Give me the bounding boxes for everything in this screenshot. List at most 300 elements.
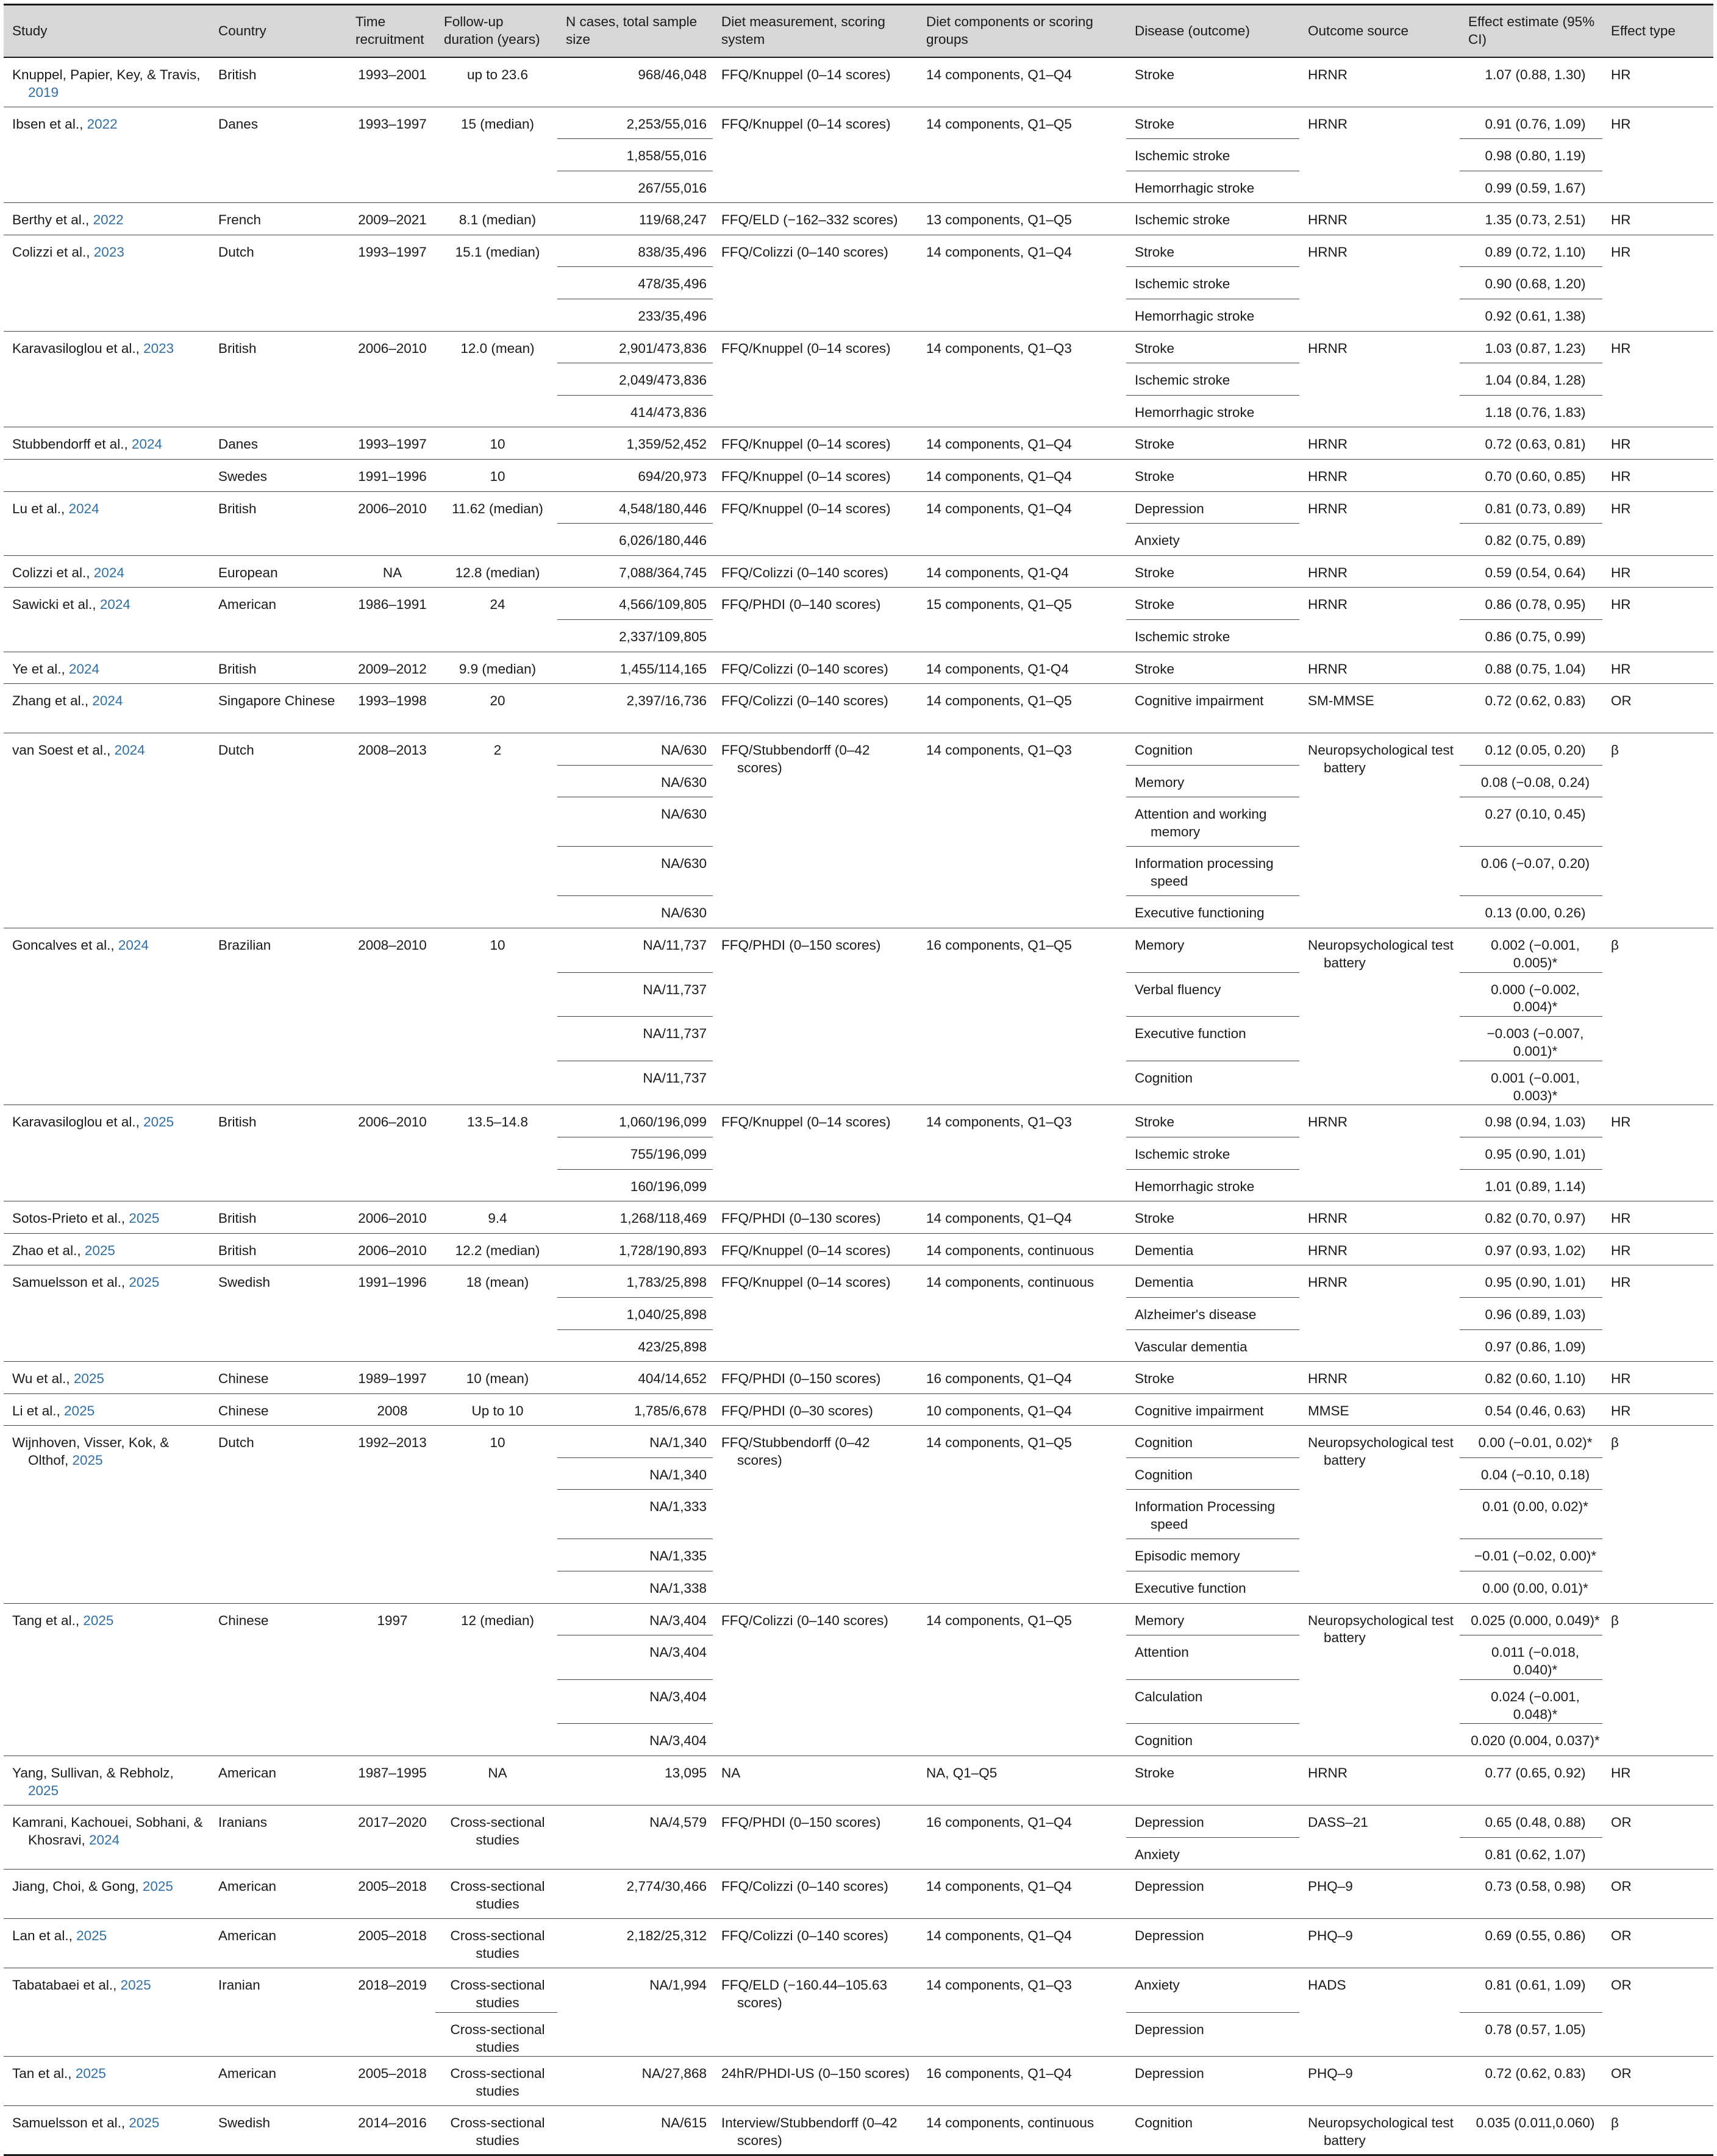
disease-cell <box>1126 1426 1299 1458</box>
effect-estimate-text: 0.98 (0.80, 1.19) <box>1485 148 1586 164</box>
n-cases-cell <box>557 1806 713 1870</box>
study-group <box>4 1201 1713 1234</box>
study-group <box>4 2106 1713 2155</box>
study-cell <box>4 1362 210 1394</box>
diet-measurement-cell <box>713 331 918 427</box>
citation-link[interactable]: 2025 <box>129 1275 160 1290</box>
effect-estimate-text: 0.04 (−0.10, 0.18) <box>1480 1467 1590 1482</box>
time-recruitment-text: 2017–2020 <box>358 1815 427 1830</box>
diet-components-text: 15 components, Q1–Q5 <box>926 597 1072 613</box>
time-recruitment-text: 2009–2021 <box>358 212 427 228</box>
time-recruitment-cell <box>347 684 435 733</box>
citation-link[interactable]: 2024 <box>68 500 99 516</box>
disease-cell <box>1126 1724 1299 1756</box>
study-authors: Zhao et al., <box>12 1242 85 1258</box>
effect-estimate-text: 0.78 (0.57, 1.05) <box>1485 2021 1586 2037</box>
diet-components-text: 14 components, Q1–Q4 <box>926 1879 1072 1895</box>
country-text: Singapore Chinese <box>218 693 335 709</box>
n-cases-text: 160/196,099 <box>630 1178 707 1194</box>
effect-estimate-cell <box>1460 524 1602 556</box>
citation-link[interactable]: 2025 <box>143 1114 174 1130</box>
diet-components-cell <box>918 203 1126 235</box>
time-recruitment-text: 2014–2016 <box>358 2115 427 2131</box>
diet-measurement-text: FFQ/Colizzi (0–140 scores) <box>721 564 888 580</box>
effect-estimate-text: 1.35 (0.73, 2.51) <box>1485 212 1586 228</box>
time-recruitment-cell <box>347 1870 435 1919</box>
citation-link[interactable]: 2024 <box>131 436 163 452</box>
time-recruitment-text: 2009–2012 <box>358 661 427 677</box>
citation-link[interactable]: 2025 <box>73 1371 104 1387</box>
disease-cell <box>1126 1329 1299 1362</box>
follow-up-cell <box>435 588 557 652</box>
disease-cell <box>1126 1137 1299 1169</box>
country-text: British <box>218 500 257 516</box>
effect-estimate-cell <box>1460 733 1602 766</box>
country-text: European <box>218 564 278 580</box>
outcome-source-text: SM-MMSE <box>1308 693 1374 709</box>
n-cases-text: NA/1,335 <box>649 1548 707 1564</box>
country-cell <box>210 1362 347 1394</box>
diet-measurement-cell <box>713 684 918 733</box>
citation-link[interactable]: 2024 <box>118 937 149 953</box>
outcome-source-cell <box>1299 1806 1460 1870</box>
study-cell <box>4 203 210 235</box>
diet-components-cell <box>918 1603 1126 1756</box>
disease-cell <box>1126 1968 1299 2013</box>
effect-estimate-text: 0.00 (−0.01, 0.02)* <box>1478 1435 1593 1451</box>
disease-text: Ischemic stroke <box>1135 276 1230 292</box>
disease-cell <box>1126 2012 1299 2057</box>
country-text: Swedes <box>218 469 268 485</box>
effect-estimate-cell <box>1460 107 1602 139</box>
table-row <box>4 1756 1713 1806</box>
time-recruitment-text: 1992–2013 <box>358 1435 427 1451</box>
diet-components-text: 14 components, Q1–Q4 <box>926 500 1072 516</box>
n-cases-cell <box>557 1571 713 1604</box>
effect-estimate-text: 0.88 (0.75, 1.04) <box>1485 661 1586 677</box>
effect-estimate-text: 0.72 (0.62, 0.83) <box>1485 2066 1586 2082</box>
study-authors: Wijnhoven, Visser, Kok, & Olthof, <box>12 1435 170 1468</box>
n-cases-cell <box>557 1756 713 1806</box>
country-cell <box>210 2057 347 2106</box>
country-cell <box>210 1870 347 1919</box>
effect-type-cell <box>1602 1362 1713 1394</box>
effect-type-cell <box>1602 1806 1713 1870</box>
citation-link[interactable]: 2025 <box>75 2066 106 2082</box>
study-group <box>4 57 1713 107</box>
diet-measurement-cell <box>713 2106 918 2155</box>
effect-estimate-cell <box>1460 1806 1602 1838</box>
study-group <box>4 2057 1713 2106</box>
citation-link[interactable]: 2023 <box>143 340 174 356</box>
country-cell <box>210 1919 347 1968</box>
outcome-source-cell <box>1299 928 1460 1105</box>
disease-text: Memory <box>1135 937 1185 953</box>
time-recruitment-cell <box>347 1806 435 1870</box>
table-row <box>4 1603 1713 1635</box>
effect-estimate-cell <box>1460 1635 1602 1680</box>
outcome-source-text: HRNR <box>1308 244 1348 260</box>
n-cases-text: NA/3,404 <box>649 1688 707 1704</box>
diet-components-text: 13 components, Q1–Q5 <box>926 212 1072 228</box>
follow-up-text: 10 <box>490 469 505 485</box>
effect-estimate-text: 0.86 (0.75, 0.99) <box>1485 629 1586 644</box>
study-group <box>4 1426 1713 1603</box>
n-cases-text: 968/46,048 <box>638 67 707 82</box>
diet-components-cell <box>918 1393 1126 1426</box>
follow-up-text: 11.62 (median) <box>452 500 543 516</box>
country-text: British <box>218 1242 257 1258</box>
citation-link[interactable]: 2019 <box>28 84 59 100</box>
follow-up-text: Cross-sectional studies <box>450 1928 545 1962</box>
n-cases-text: NA/1,338 <box>649 1581 707 1596</box>
time-recruitment-text: 2008–2010 <box>358 937 427 953</box>
study-group <box>4 331 1713 427</box>
effect-estimate-text: 0.69 (0.55, 0.86) <box>1485 1928 1586 1944</box>
table-row <box>4 491 1713 524</box>
country-text: American <box>218 1928 277 1944</box>
country-cell <box>210 107 347 203</box>
diet-measurement-cell <box>713 1265 918 1362</box>
diet-measurement-cell <box>713 427 918 460</box>
study-cell <box>4 1426 210 1603</box>
country-text: Danes <box>218 436 259 452</box>
study-cell <box>4 588 210 652</box>
diet-measurement-cell <box>713 733 918 928</box>
study-authors: Lan et al., <box>12 1928 77 1944</box>
n-cases-cell <box>557 1137 713 1169</box>
study-name <box>12 1814 204 1849</box>
disease-text: Verbal fluency <box>1135 981 1221 997</box>
outcome-source-cell <box>1299 1968 1460 2057</box>
follow-up-cell <box>435 57 557 107</box>
study-cell <box>4 1393 210 1426</box>
effect-estimate-text: 1.07 (0.88, 1.30) <box>1485 67 1586 82</box>
follow-up-cell <box>435 1393 557 1426</box>
outcome-source-text: Neuropsychological test battery <box>1308 937 1454 970</box>
disease-text: Anxiety <box>1135 1846 1180 1862</box>
n-cases-text: 1,728/190,893 <box>619 1242 707 1258</box>
time-recruitment-cell <box>347 652 435 684</box>
country-cell <box>210 1756 347 1806</box>
disease-text: Stroke <box>1135 67 1175 82</box>
diet-components-cell <box>918 1919 1126 1968</box>
diet-measurement-cell <box>713 460 918 492</box>
diet-components-cell <box>918 1233 1126 1265</box>
n-cases-cell <box>557 1919 713 1968</box>
citation-link[interactable]: 2025 <box>84 1242 115 1258</box>
diet-components-text: 16 components, Q1–Q4 <box>926 1815 1072 1830</box>
table-row <box>4 107 1713 139</box>
disease-text: Memory <box>1135 1612 1185 1628</box>
n-cases-cell <box>557 652 713 684</box>
effect-type-cell <box>1602 203 1713 235</box>
study-authors: Ye et al., <box>12 661 69 677</box>
disease-text: Ischemic stroke <box>1135 1146 1230 1162</box>
effect-estimate-text: 0.011 (−0.018, 0.040)* <box>1491 1645 1580 1678</box>
n-cases-text: 7,088/364,745 <box>619 564 707 580</box>
effect-estimate-cell <box>1460 1105 1602 1137</box>
n-cases-text: NA/630 <box>660 774 707 790</box>
effect-type-cell <box>1602 652 1713 684</box>
effect-estimate-cell <box>1460 139 1602 171</box>
effect-estimate-cell <box>1460 1870 1602 1919</box>
disease-text: Ischemic stroke <box>1135 629 1230 644</box>
effect-type-cell <box>1602 1393 1713 1426</box>
country-text: Dutch <box>218 244 254 260</box>
diet-measurement-cell <box>713 1756 918 1806</box>
citation-link[interactable]: 2025 <box>76 1928 107 1944</box>
study-authors: Ibsen et al., <box>12 116 87 132</box>
n-cases-cell <box>557 928 713 972</box>
time-recruitment-cell <box>347 1265 435 1362</box>
outcome-source-text: HRNR <box>1308 67 1348 82</box>
citation-link[interactable]: 2022 <box>87 116 118 132</box>
effect-estimate-text: 0.99 (0.59, 1.67) <box>1485 180 1586 196</box>
disease-text: Attention <box>1135 1645 1189 1660</box>
study-cell <box>4 555 210 588</box>
disease-cell <box>1126 1201 1299 1234</box>
diet-measurement-text: FFQ/Colizzi (0–140 scores) <box>721 1879 888 1895</box>
effect-estimate-cell <box>1460 2057 1602 2106</box>
disease-cell <box>1126 363 1299 396</box>
disease-cell <box>1126 1919 1299 1968</box>
disease-cell <box>1126 1105 1299 1137</box>
time-recruitment-cell <box>347 203 435 235</box>
diet-measurement-text: FFQ/Knuppel (0–14 scores) <box>721 67 891 82</box>
study-cell <box>4 1756 210 1806</box>
effect-estimate-text: 0.024 (−0.001, 0.048)* <box>1491 1688 1580 1722</box>
disease-cell <box>1126 1837 1299 1870</box>
n-cases-text: 4,566/109,805 <box>619 597 707 613</box>
effect-type-text: HR <box>1611 469 1631 485</box>
effect-type-text: HR <box>1611 1403 1631 1418</box>
effect-estimate-cell <box>1460 928 1602 972</box>
effect-estimate-text: 1.18 (0.76, 1.83) <box>1485 404 1586 420</box>
diet-measurement-text: FFQ/Colizzi (0–140 scores) <box>721 1928 888 1944</box>
n-cases-cell <box>557 460 713 492</box>
outcome-source-cell <box>1299 1756 1460 1806</box>
effect-estimate-text: −0.01 (−0.02, 0.00)* <box>1474 1548 1597 1564</box>
diet-measurement-text: FFQ/PHDI (0–150 scores) <box>721 1371 881 1387</box>
n-cases-text: 414/473,836 <box>630 404 707 420</box>
country-cell <box>210 1105 347 1201</box>
effect-estimate-cell <box>1460 299 1602 332</box>
disease-cell <box>1126 733 1299 766</box>
effect-estimate-cell <box>1460 797 1602 847</box>
effect-type-text: HR <box>1611 1371 1631 1387</box>
citation-link[interactable]: 2025 <box>142 1879 173 1895</box>
diet-components-text: 14 components, continuous <box>926 1275 1094 1290</box>
diet-measurement-text: FFQ/Knuppel (0–14 scores) <box>721 1114 891 1130</box>
effect-estimate-text: 0.92 (0.61, 1.38) <box>1485 308 1586 324</box>
disease-cell <box>1126 1169 1299 1201</box>
effect-estimate-text: 0.89 (0.72, 1.10) <box>1485 244 1586 260</box>
time-recruitment-text: 2008 <box>377 1403 408 1418</box>
study-name <box>12 937 204 955</box>
n-cases-cell <box>557 331 713 363</box>
citation-link[interactable]: 2024 <box>114 742 145 758</box>
citation-link[interactable]: 2025 <box>64 1403 95 1418</box>
outcome-source-text: HRNR <box>1308 116 1348 132</box>
citation-link[interactable]: 2025 <box>28 1782 59 1798</box>
outcome-source-cell <box>1299 1870 1460 1919</box>
effect-estimate-cell <box>1460 1265 1602 1298</box>
n-cases-cell <box>557 1169 713 1201</box>
citation-link[interactable]: 2022 <box>93 212 124 228</box>
diet-components-cell <box>918 652 1126 684</box>
follow-up-cell <box>435 1265 557 1362</box>
outcome-source-text: HRNR <box>1308 212 1348 228</box>
effect-type-cell <box>1602 928 1713 1105</box>
disease-text: Hemorrhagic stroke <box>1135 404 1255 420</box>
diet-measurement-cell <box>713 1806 918 1870</box>
study-group <box>4 733 1713 928</box>
outcome-source-text: HRNR <box>1308 1371 1348 1387</box>
country-text: Iranians <box>218 1815 268 1830</box>
n-cases-text: 6,026/180,446 <box>619 533 707 549</box>
outcome-source-cell <box>1299 1105 1460 1201</box>
effect-estimate-cell <box>1460 972 1602 1017</box>
effect-estimate-cell <box>1460 896 1602 928</box>
disease-cell <box>1126 235 1299 267</box>
effect-estimate-cell <box>1460 1426 1602 1458</box>
follow-up-cell <box>435 684 557 733</box>
diet-components-cell <box>918 1105 1126 1201</box>
table-row <box>4 2106 1713 2155</box>
citation-link[interactable]: 2024 <box>69 661 100 677</box>
n-cases-cell <box>557 972 713 1017</box>
citation-link[interactable]: 2025 <box>72 1453 103 1468</box>
outcome-source-text: Neuropsychological test battery <box>1308 2115 1454 2149</box>
diet-components-text: 14 components, Q1–Q4 <box>926 244 1072 260</box>
country-text: British <box>218 340 257 356</box>
outcome-source-text: HADS <box>1308 1977 1346 1993</box>
diet-components-text: 14 components, Q1-Q4 <box>926 564 1069 580</box>
effect-estimate-text: 0.72 (0.63, 0.81) <box>1485 436 1586 452</box>
effect-type-cell <box>1602 684 1713 733</box>
time-recruitment-text: 1986–1991 <box>358 597 427 613</box>
diet-components-text: 14 components, Q1–Q5 <box>926 1612 1072 1628</box>
diet-components-cell <box>918 427 1126 460</box>
study-cell <box>4 2106 210 2155</box>
time-recruitment-cell <box>347 1201 435 1234</box>
n-cases-text: NA/630 <box>660 856 707 872</box>
study-group <box>4 555 1713 588</box>
n-cases-text: 1,785/6,678 <box>634 1403 707 1418</box>
follow-up-cell <box>435 203 557 235</box>
citation-link[interactable]: 2024 <box>92 693 123 709</box>
diet-measurement-text: FFQ/Knuppel (0–14 scores) <box>721 340 891 356</box>
time-recruitment-cell <box>347 1393 435 1426</box>
diet-components-cell <box>918 1201 1126 1234</box>
study-name <box>12 66 204 102</box>
diet-components-cell <box>918 2057 1126 2106</box>
effect-type-text: β <box>1611 937 1619 953</box>
diet-measurement-text: FFQ/Stubbendorff (0–42 scores) <box>721 742 870 775</box>
effect-type-cell <box>1602 1603 1713 1756</box>
effect-type-cell <box>1602 1870 1713 1919</box>
n-cases-cell <box>557 1724 713 1756</box>
diet-components-text: 14 components, Q1-Q4 <box>926 661 1069 677</box>
citation-link[interactable]: 2025 <box>120 1977 151 1993</box>
study-authors: Karavasiloglou et al., <box>12 1114 144 1130</box>
effect-type-text: HR <box>1611 500 1631 516</box>
outcome-source-cell <box>1299 107 1460 203</box>
citation-link[interactable]: 2024 <box>93 564 124 580</box>
follow-up-text: 12.8 (median) <box>455 564 540 580</box>
study-authors: Stubbendorff et al., <box>12 436 132 452</box>
effect-type-cell <box>1602 1233 1713 1265</box>
header-disease: Disease (outcome) <box>1126 5 1299 58</box>
outcome-source-text: Neuropsychological test battery <box>1308 1435 1454 1468</box>
follow-up-text: 15 (median) <box>460 116 535 132</box>
study-authors: Colizzi et al., <box>12 244 94 260</box>
effect-estimate-text: 1.04 (0.84, 1.28) <box>1485 372 1586 388</box>
citation-link[interactable]: 2025 <box>83 1612 114 1628</box>
country-text: American <box>218 2066 277 2082</box>
follow-up-text: 12.0 (mean) <box>460 340 535 356</box>
effect-type-cell <box>1602 235 1713 331</box>
study-group <box>4 491 1713 555</box>
time-recruitment-cell <box>347 491 435 555</box>
n-cases-text: NA/4,579 <box>649 1815 707 1830</box>
diet-measurement-text: FFQ/ELD (−162–332 scores) <box>721 212 898 228</box>
diet-measurement-cell <box>713 1393 918 1426</box>
study-name <box>12 1370 204 1388</box>
n-cases-cell <box>557 847 713 896</box>
citation-link[interactable]: 2025 <box>129 2115 160 2131</box>
citation-link[interactable]: 2024 <box>89 1832 120 1848</box>
country-text: Dutch <box>218 742 254 758</box>
disease-cell <box>1126 1870 1299 1919</box>
time-recruitment-cell <box>347 733 435 928</box>
n-cases-cell <box>557 620 713 652</box>
effect-estimate-text: 0.97 (0.93, 1.02) <box>1485 1242 1586 1258</box>
n-cases-cell <box>557 2057 713 2106</box>
table-row <box>4 460 1713 492</box>
follow-up-cell <box>435 491 557 555</box>
diet-components-text: 14 components, Q1–Q5 <box>926 693 1072 709</box>
effect-estimate-text: 0.12 (0.05, 0.20) <box>1485 742 1586 758</box>
n-cases-cell <box>557 1457 713 1490</box>
effect-estimate-text: 0.95 (0.90, 1.01) <box>1485 1275 1586 1290</box>
follow-up-text: 2 <box>493 742 502 758</box>
header-effect-type: Effect type <box>1602 5 1713 58</box>
effect-estimate-cell <box>1460 1137 1602 1169</box>
effect-estimate-cell <box>1460 765 1602 797</box>
effect-type-cell <box>1602 107 1713 203</box>
study-group <box>4 1105 1713 1201</box>
disease-cell <box>1126 1490 1299 1539</box>
disease-text: Attention and working memory <box>1135 806 1267 840</box>
citation-link[interactable]: 2023 <box>93 244 124 260</box>
country-cell <box>210 491 347 555</box>
study-cell <box>4 1919 210 1968</box>
citation-link[interactable]: 2024 <box>99 597 130 613</box>
diet-components-cell <box>918 107 1126 203</box>
effect-estimate-text: 0.86 (0.78, 0.95) <box>1485 597 1586 613</box>
citation-link[interactable]: 2025 <box>129 1211 160 1226</box>
effect-type-text: HR <box>1611 1114 1631 1130</box>
diet-measurement-text: 24hR/PHDI-US (0–150 scores) <box>721 2066 910 2082</box>
effect-estimate-cell <box>1460 652 1602 684</box>
effect-estimate-cell <box>1460 1362 1602 1394</box>
study-authors: Karavasiloglou et al., <box>12 340 144 356</box>
study-group <box>4 1362 1713 1394</box>
study-group <box>4 1919 1713 1968</box>
time-recruitment-cell <box>347 1362 435 1394</box>
